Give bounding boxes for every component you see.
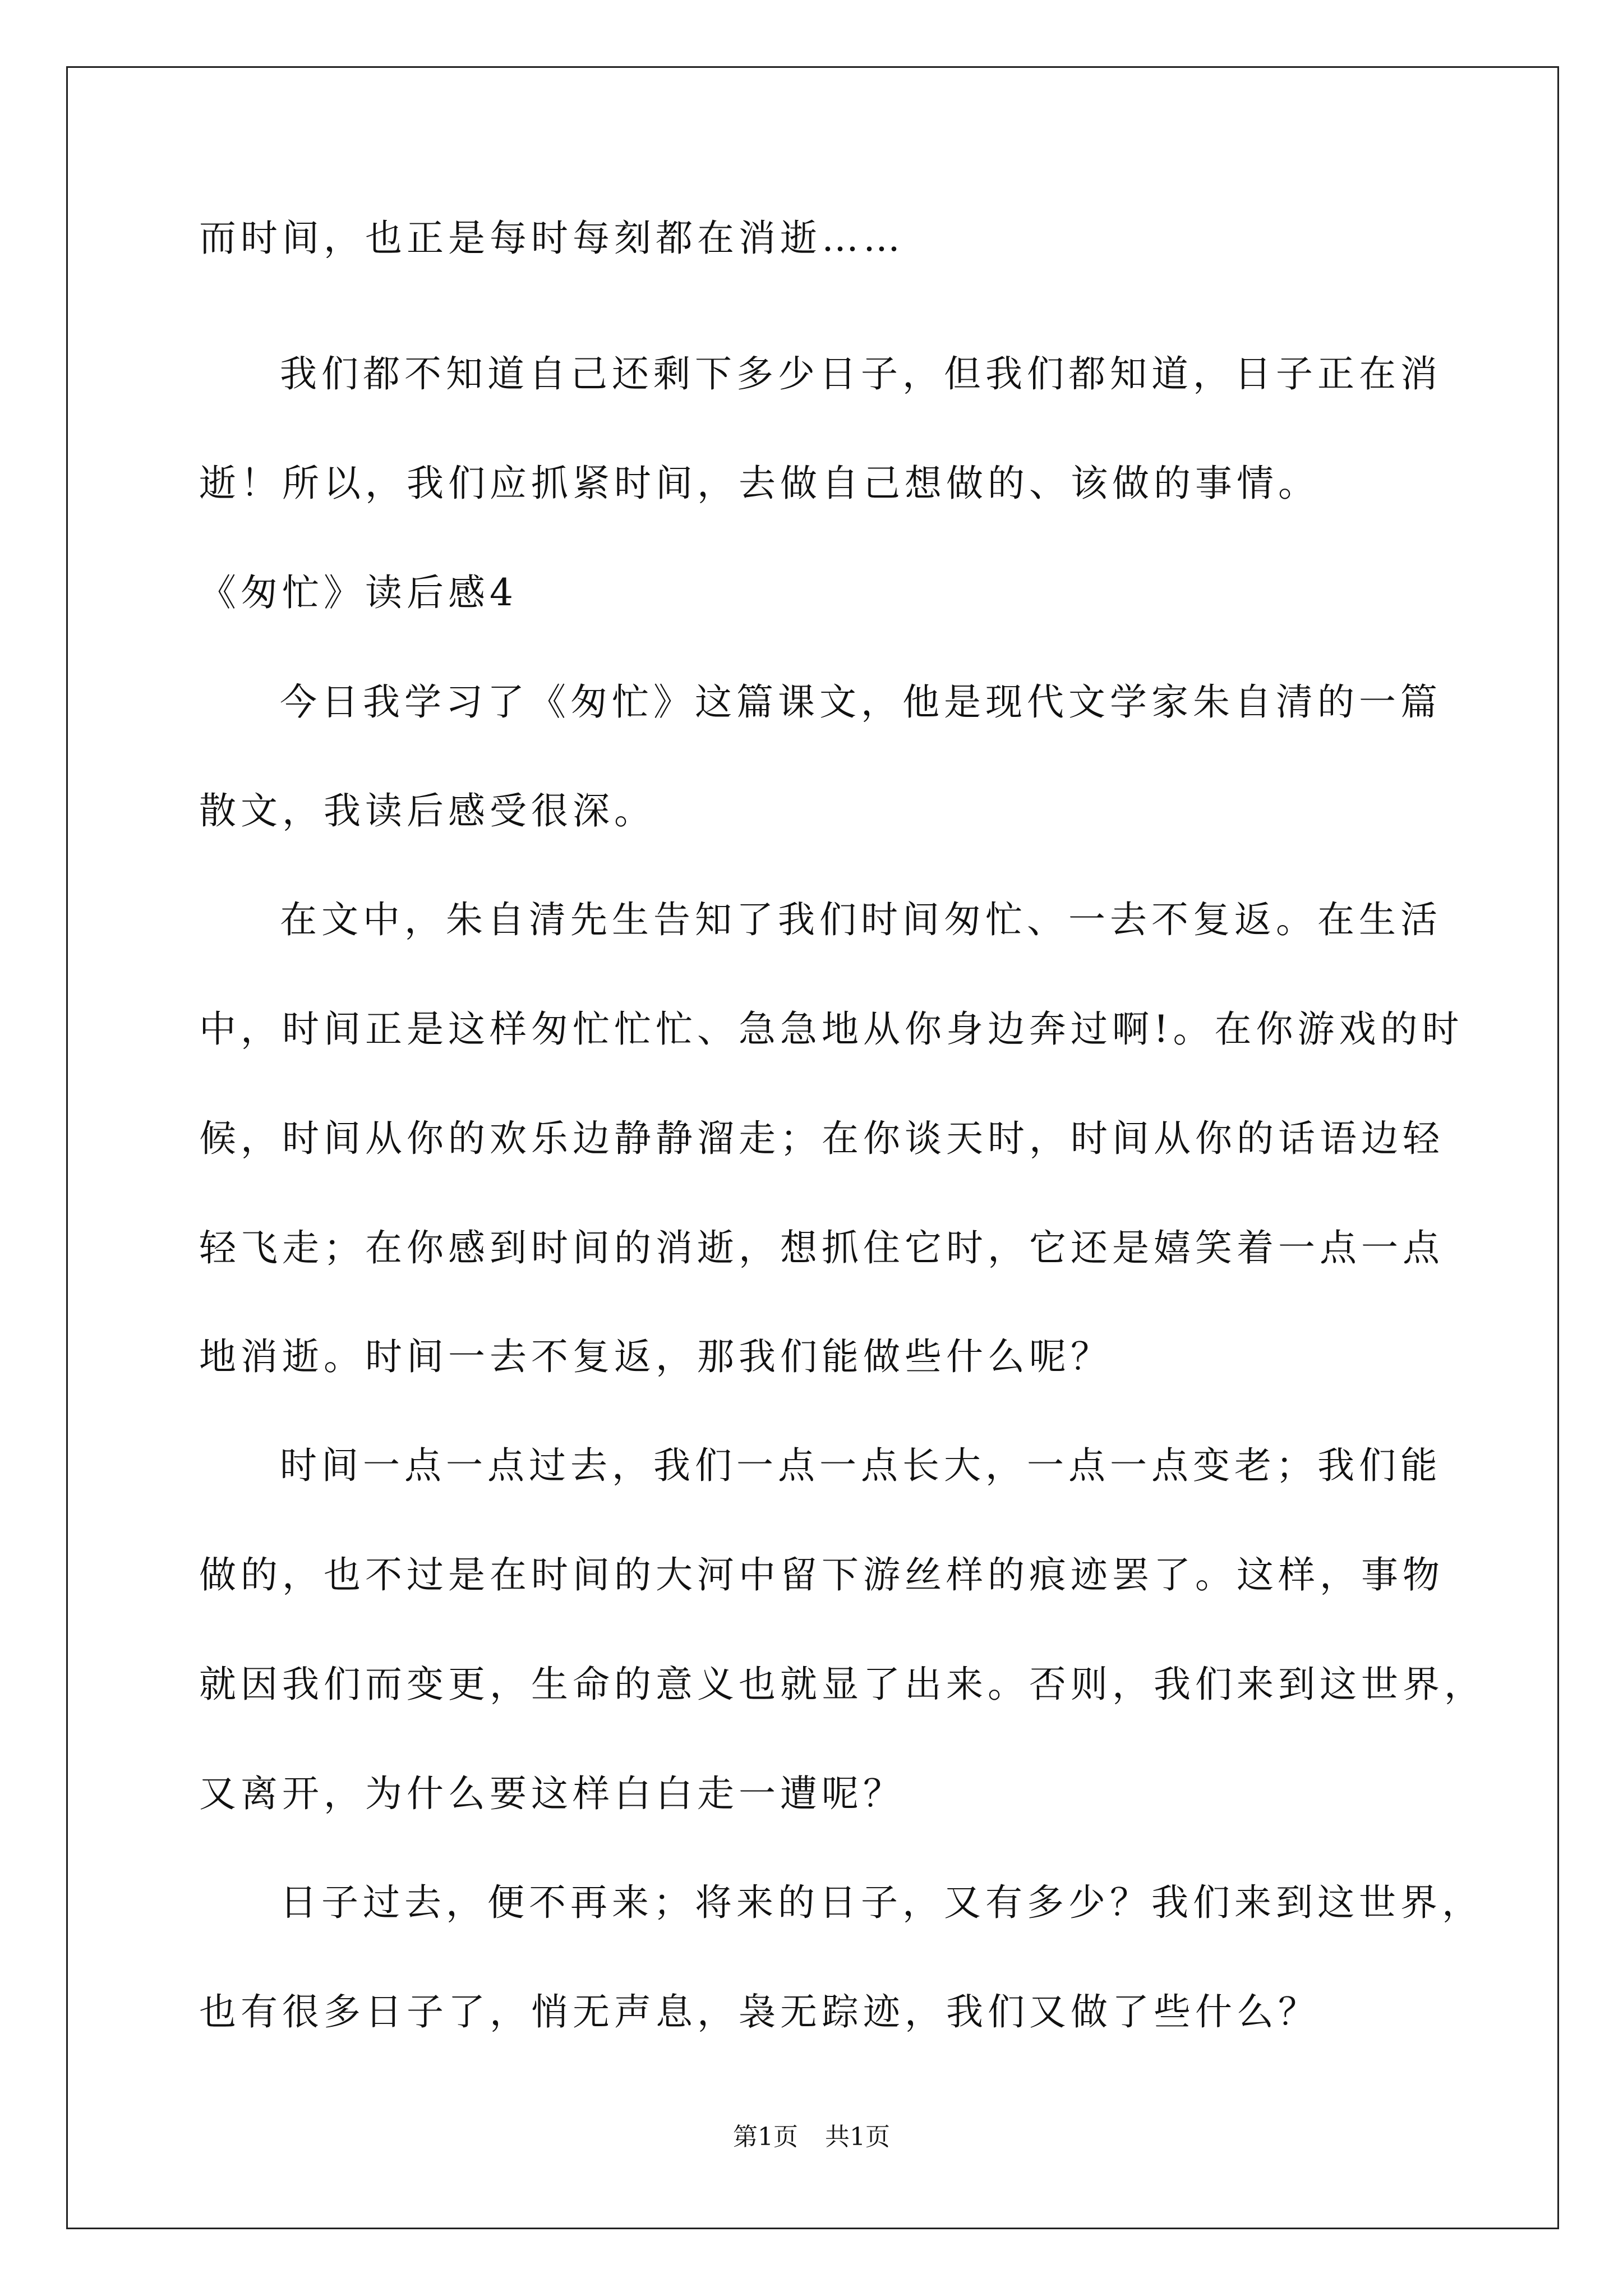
text-line: 候，时间从你的欢乐边静静溜走；在你谈天时，时间从你的话语边轻 (199, 1117, 1444, 1160)
text-line: 散文，我读后感受很深。 (199, 789, 656, 832)
text-line: 做的，也不过是在时间的大河中留下游丝样的痕迹罢了。这样，事物 (199, 1553, 1444, 1596)
page-number: 第1页 (733, 2123, 798, 2151)
text-line: 中，时间正是这样匆忙忙忙、急急地从你身边奔过啊!。在你游戏的时 (199, 1007, 1464, 1051)
paragraph-start-line: 今日我学习了《匆忙》这篇课文，他是现代文学家朱自清的一篇 (280, 680, 1442, 724)
section-heading: 《匆忙》读后感4 (199, 571, 518, 614)
text-line: 轻飞走；在你感到时间的消逝，想抓住它时，它还是嬉笑着一点一点 (199, 1226, 1444, 1269)
page-total: 共1页 (825, 2123, 890, 2151)
text-line: 又离开，为什么要这样白白走一遭呢？ (199, 1772, 905, 1815)
text-line: 就因我们而变更，生命的意义也就显了出来。否则，我们来到这世界， (199, 1663, 1486, 1706)
paragraph-start-line: 日子过去，便不再来；将来的日子，又有多少？我们来到这世界， (280, 1881, 1483, 1924)
text-line: 而时间，也正是每时每刻都在消逝…… (199, 217, 905, 260)
paragraph-start-line: 在文中，朱自清先生告知了我们时间匆忙、一去不复返。在生活 (280, 898, 1442, 941)
page-footer (0, 2120, 1623, 2154)
paragraph-start-line: 我们都不知道自己还剩下多少日子，但我们都知道，日子正在消 (280, 352, 1442, 395)
text-line: 地消逝。时间一去不复返，那我们能做些什么呢？ (199, 1335, 1112, 1378)
text-line: 也有很多日子了，悄无声息，袅无踪迹，我们又做了些什么？ (199, 1990, 1320, 2033)
text-line: 逝！所以，我们应抓紧时间，去做自己想做的、该做的事情。 (199, 462, 1320, 505)
paragraph-start-line: 时间一点一点过去，我们一点一点长大，一点一点变老；我们能 (280, 1444, 1442, 1487)
